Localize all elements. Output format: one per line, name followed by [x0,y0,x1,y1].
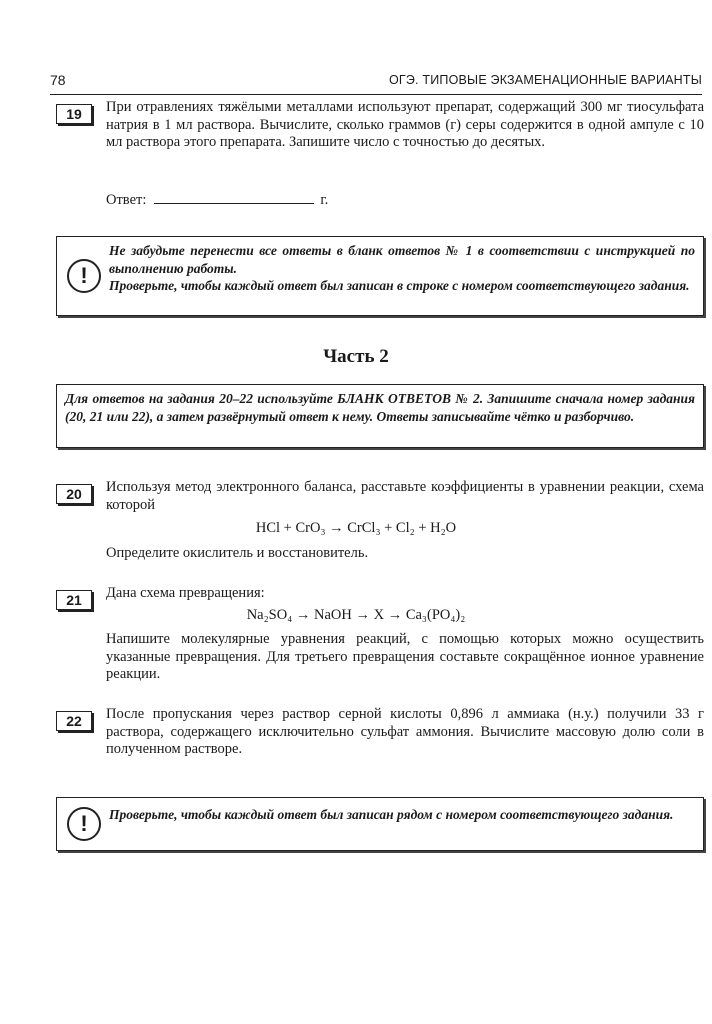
notice-1-text [109,242,695,295]
task-21-intro: Дана схема превращения: [106,585,265,601]
page-number: 78 [50,72,66,88]
task-21-text: Напишите молекулярные уравнения реакций, с помощью которых можно осуществить указанные превращения. Для третьего превращения составьте сокращённое ионное уравнение реакции. [106,631,704,682]
task-number-20: 20 [56,484,92,504]
notice-2-text: Проверьте, чтобы каждый ответ был записан рядом с номером соответствующего задания. [109,807,674,822]
task-19-text: При отравлениях тяжёлыми металлами используют препарат, содержащий 300 мг тиосульфата натрия в 1 мл раствора. Вычислите, сколько граммов (г) серы содержится в одной ампуле с 10 мл раствора этого препарата. Запишите число с точностью до десятых. [106,99,704,150]
task-20-text: Используя метод электронного баланса, расставьте коэффициенты в уравнении реакции, схема которой [106,479,704,513]
task-number-21: 21 [56,590,92,610]
task-21-scheme: Na₂SO₄ → NaOH → X → Ca₃(PO₄)₂ [246,607,466,623]
task-20-question: Определите окислитель и восстановитель. [106,545,369,561]
task-20-equation: HCl + CrO₃ → CrCl₃ + Cl₂ + H₂O [255,520,457,536]
notice-1-line-1: Не забудьте перенести все ответы в бланк ответов № 1 в соответствии с инструкцией по выполнению работы. [109,243,695,276]
task-22-text: После пропускания через раствор серной кислоты 0,896 л аммиака (н.у.) получили 33 г раствора, содержащего исключительно сульфат аммония. Вычислите массовую долю соли в полученном растворе. [106,706,704,757]
answer-field[interactable] [154,191,314,204]
task-number-22: 22 [56,711,92,731]
answer-unit: г. [320,192,329,208]
notice-box-2 [56,797,704,851]
instructions-box [56,384,704,448]
notice-box-1 [56,236,704,316]
exclamation-icon: ! [67,807,101,841]
page-header [50,68,702,95]
exclamation-icon: ! [67,259,101,293]
answer-row [106,191,328,209]
answer-label: Ответ: [106,192,147,208]
part-title: Часть 2 [323,346,389,367]
instructions-text: Для ответов на задания 20–22 используйте БЛАНК ОТВЕТОВ № 2. Запишите сначала номер задания (20, 21 или 22), а затем развёрнутый ответ к нему. Ответы записывайте чётко и разборчиво. [65,391,695,424]
running-title: ОГЭ. ТИПОВЫЕ ЭКЗАМЕНАЦИОННЫЕ ВАРИАНТЫ [388,73,702,87]
task-number-19: 19 [56,104,92,124]
notice-1-line-2: Проверьте, чтобы каждый ответ был записан в строке с номером соответствующего задания. [109,278,690,293]
